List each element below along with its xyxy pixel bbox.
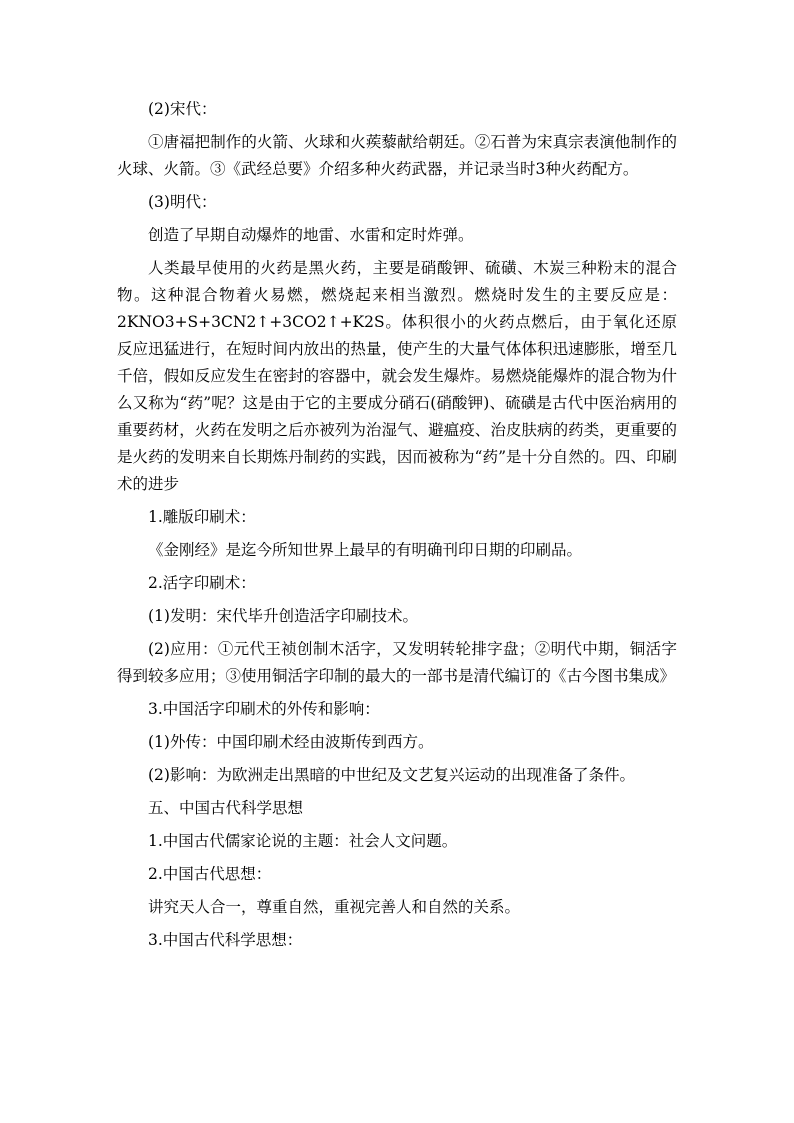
printing-spread-heading: 3.中国活字印刷术的外传和影响： [148, 700, 380, 718]
ancient-thought-content: 讲究天人合一，尊重自然，重视完善人和自然的关系。 [148, 898, 521, 916]
document-body [117, 96, 677, 960]
printing-influence-content: (2)影响：为欧洲走出黑暗的中世纪及文艺复兴运动的出现准备了条件。 [148, 766, 635, 784]
song-dynasty-content: ①唐福把制作的火箭、火球和火蒺藜献给朝廷。②石普为宋真宗表演他制作的火球、火箭。③《武经总要》介绍多种火药武器，并记录当时3种火药配方。 [117, 133, 677, 178]
ancient-thought-heading: 2.中国古代思想： [148, 865, 272, 883]
scientific-thought-heading: 3.中国古代科学思想： [148, 931, 303, 949]
printing-spread-content: (1)外传：中国印刷术经由波斯传到西方。 [148, 733, 434, 751]
movable-type-application: (2)应用：①元代王祯创制木活字，又发明转轮排字盘；②明代中期，铜活字得到较多应用；③使用铜活字印制的最大的一部书是清代编订的《古今图书集成》 [117, 640, 677, 685]
song-dynasty-heading: (2)宋代： [148, 100, 217, 118]
movable-type-heading: 2.活字印刷术： [148, 574, 256, 592]
movable-type-invention: (1)发明：宋代毕升创造活字印刷技术。 [148, 607, 418, 625]
ming-dynasty-content: 创造了早期自动爆炸的地雷、水雷和定时炸弹。 [148, 226, 474, 244]
gunpowder-explanation: 人类最早使用的火药是黑火药，主要是硝酸钾、硫磺、木炭三种粉末的混合物。这种混合物着火易燃，燃烧起来相当激烈。燃烧时发生的主要反应是：2KNO3+S+3CN2↑+3CO2↑+K2S。体积很小的火药点燃后，由于氧化还原反应迅猛进行，在短时间内放出的热量，使产生的大量气体体积迅速膨胀，增至几千倍，假如反应发生在密封的容器中，就会发生爆炸。易燃烧能爆炸的混合物为什么又称为“药”呢？这是由于它的主要成分硝石(硝酸钾)、硫磺是古代中医治病用的重要药材，火药在发明之后亦被列为治湿气、避瘟疫、治皮肤病的药类，更重要的是火药的发明来自长期炼丹制药的实践，因而被称为“药”是十分自然的。四、印刷术的进步 [117, 259, 677, 493]
section-five-heading: 五、中国古代科学思想 [148, 799, 304, 817]
woodblock-printing-heading: 1.雕版印刷术： [148, 508, 256, 526]
confucian-theme: 1.中国古代儒家论说的主题：社会人文问题。 [148, 832, 458, 850]
woodblock-printing-content: 《金刚经》是迄今所知世界上最早的有明确刊印日期的印刷品。 [148, 541, 583, 559]
ming-dynasty-heading: (3)明代： [148, 193, 217, 211]
